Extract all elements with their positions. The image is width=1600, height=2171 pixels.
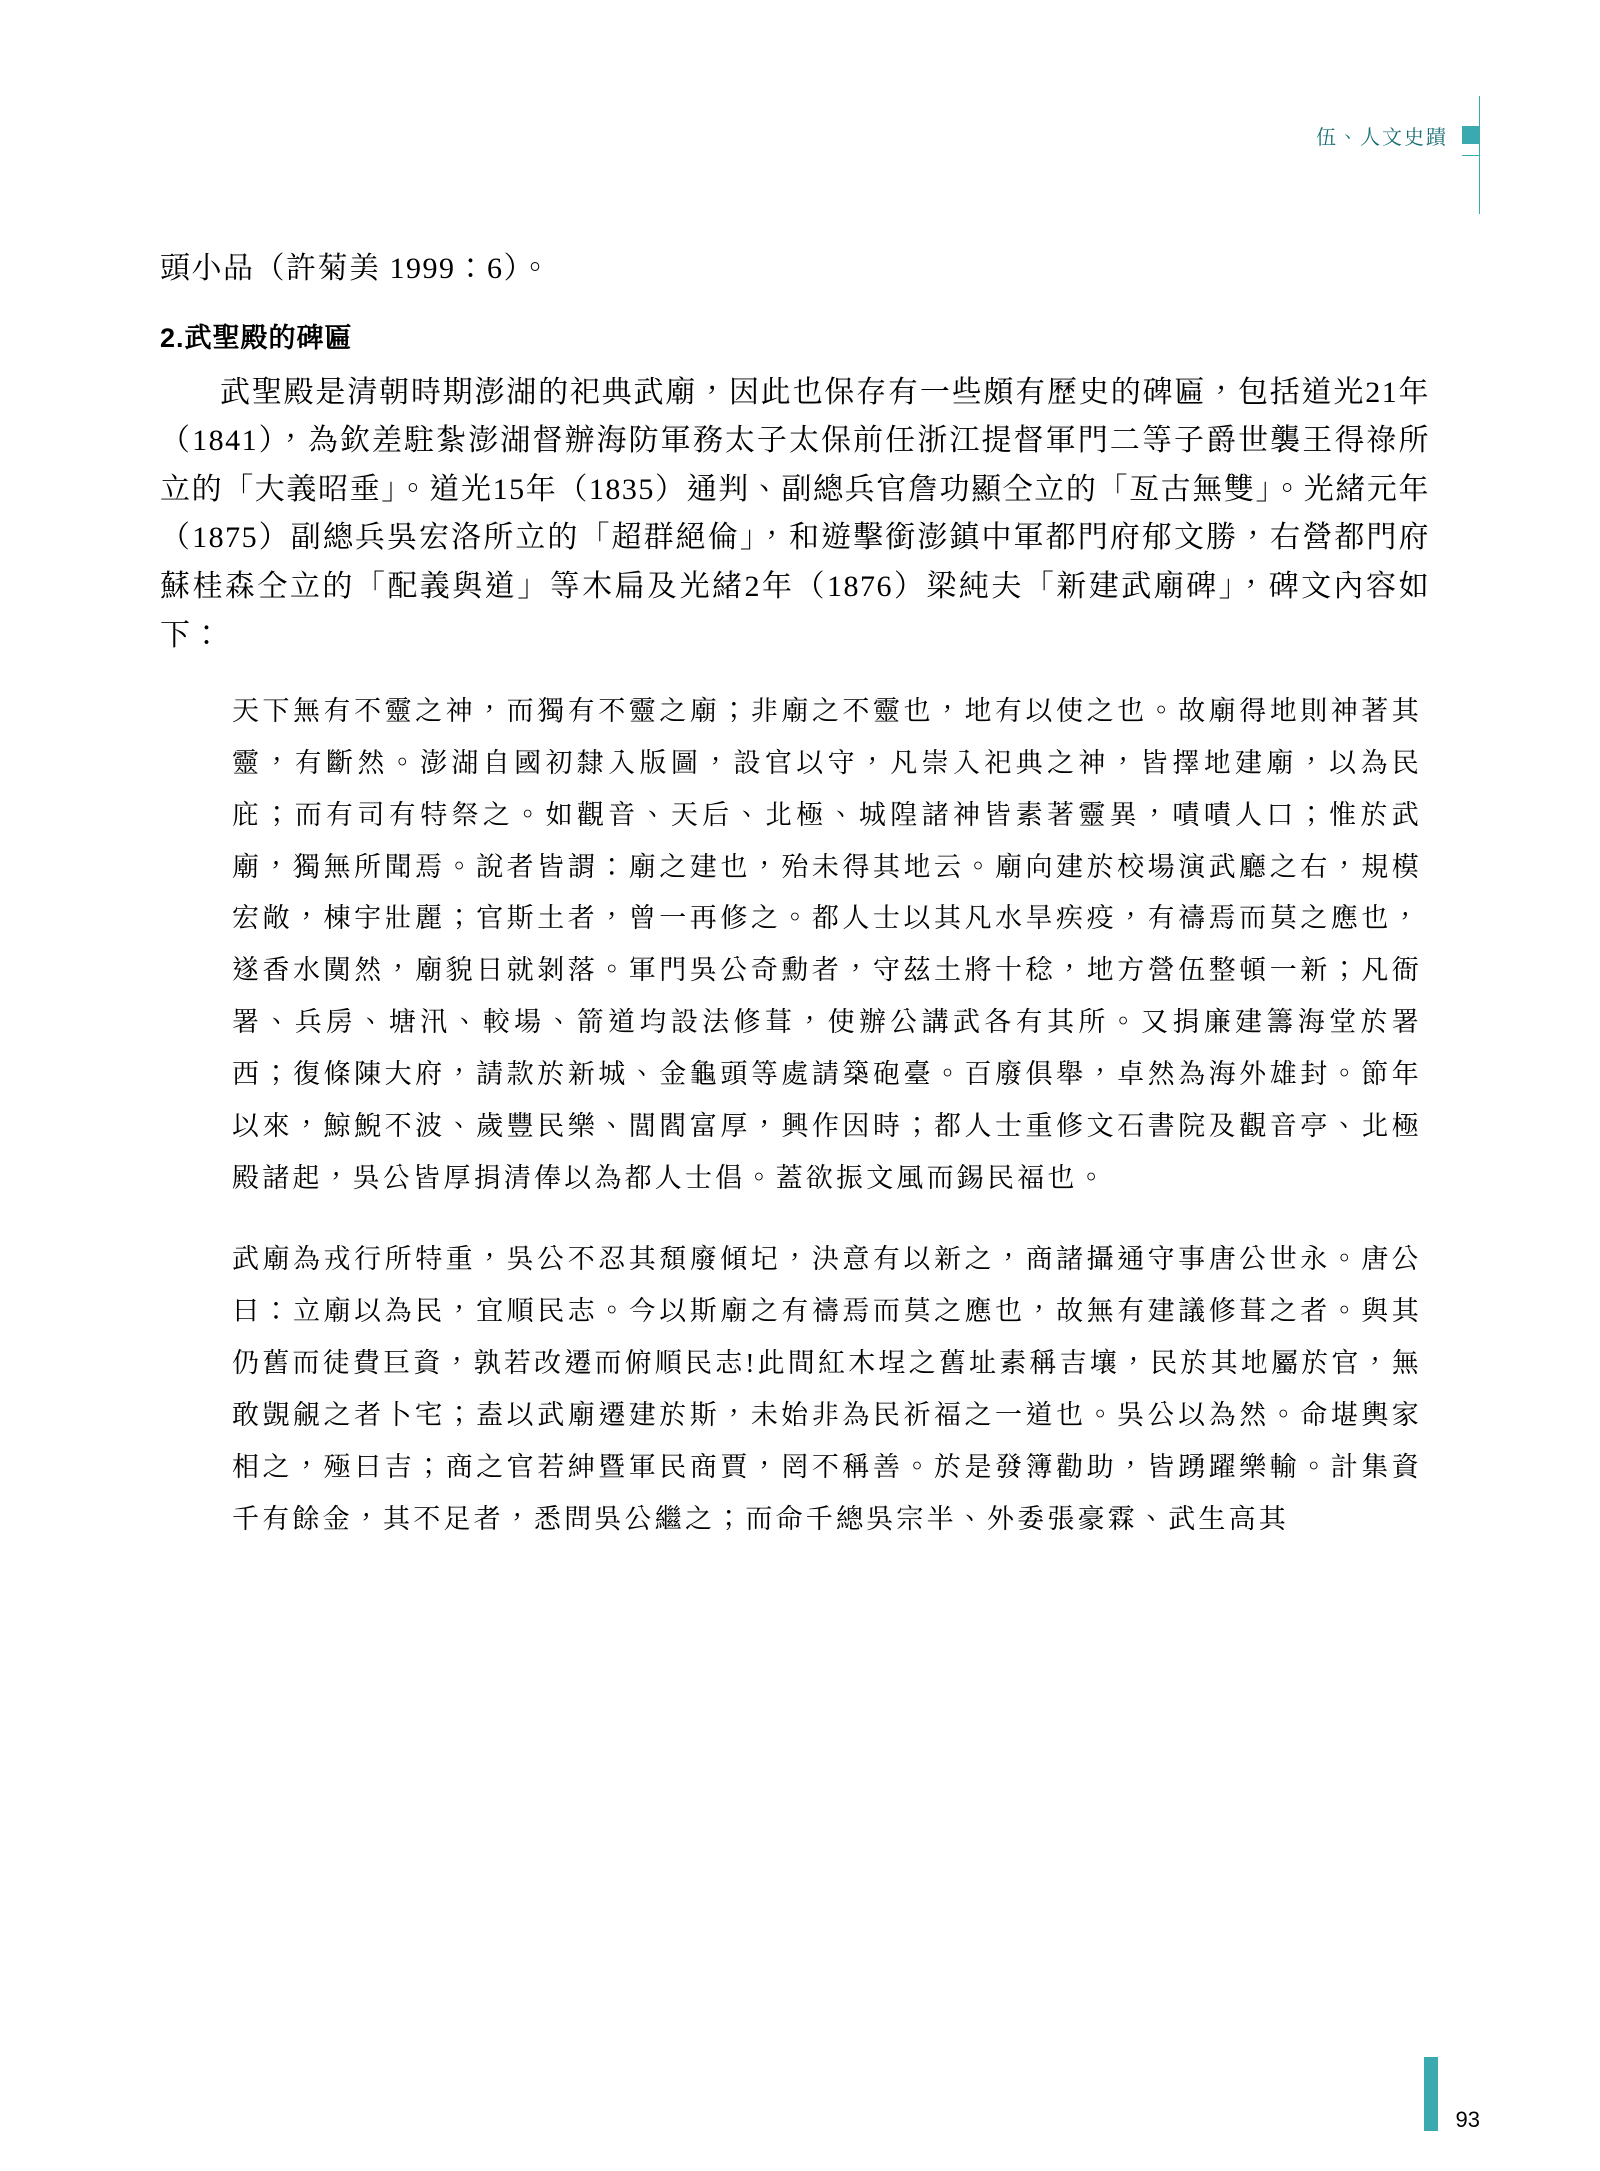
quote-paragraph: 武廟為戎行所特重，吳公不忍其頹廢傾圮，決意有以新之，商諸攝通守事唐公世永。唐公曰：立廟以為民，宜順民志。今以斯廟之有禱焉而莫之應也，故無有建議修葺之者。與其仍舊而徒費巨資，孰若改遷而俯順民志!此間紅木埕之舊址素稱吉壤，民於其地屬於官，無敢覬覦之者卜宅；盍以武廟遷建於斯，未始非為民祈福之一道也。吳公以為然。命堪輿家相之，殛曰吉；商之官若紳暨軍民商賈，罔不稱善。於是發簿勸助，皆踴躍樂輸。計集資千有餘金，其不足者，悉問吳公繼之；而命千總吳宗半、外委張豪霖、武生高其 [232, 1244, 1422, 1534]
quote-paragraph: 天下無有不靈之神，而獨有不靈之廟；非廟之不靈也，地有以使之也。故廟得地則神著其靈，有斷然。澎湖自國初隸入版圖，設官以守，凡崇入祀典之神，皆擇地建廟，以為民庇；而有司有特祭之。如觀音、天后、北極、城隍諸神皆素著靈異，嘖嘖人口；惟於武廟，獨無所聞焉。說者皆謂：廟之建也，殆未得其地云。廟向建於校場演武廳之右，規模宏敞，棟宇壯麗；官斯土者，曾一再修之。都人士以其凡水旱疾疫，有禱焉而莫之應也，遂香水闃然，廟貌日就剝落。軍門吳公奇勳者，守茲土將十稔，地方營伍整頓一新；凡衙署、兵房、塘汛、較場、箭道均設法修葺，使辦公講武各有其所。又捐廉建籌海堂於署西；復條陳大府，請款於新城、金龜頭等處請築砲臺。百廢俱舉，卓然為海外雄封。節年以來，鯨鯢不波、歲豐民樂、閭閻富厚，興作因時；都人士重修文石書院及觀音亭、北極殿諸起，吳公皆厚捐清俸以為都人士倡。蓋欲振文風而錫民福也。 [232, 696, 1422, 1193]
inscription-quote-block [232, 686, 1422, 1545]
section-title: 伍、人文史蹟 [1316, 126, 1448, 149]
page-header [1316, 118, 1480, 152]
header-square-marker-icon [1462, 126, 1480, 144]
footer-bar-icon [1424, 2057, 1438, 2131]
header-horizontal-rule [1462, 155, 1480, 156]
continued-line: 頭小品（許菊美 1999：6）。 [160, 252, 552, 285]
page-footer [1424, 2057, 1480, 2131]
section-subheading: 2.武聖殿的碑匾 [160, 322, 353, 353]
page-content [160, 245, 1430, 1545]
page-number: 93 [1455, 2107, 1480, 2132]
intro-paragraph: 武聖殿是清朝時期澎湖的祀典武廟，因此也保存有一些頗有歷史的碑匾，包括道光21年（1841），為欽差駐紮澎湖督辦海防軍務太子太保前任浙江提督軍門二等子爵世襲王得祿所立的「大義昭垂」。道光15年（1835）通判、副總兵官詹功顯仝立的「亙古無雙」。光緒元年（1875）副總兵吳宏洛所立的「超群絕倫」，和遊擊銜澎鎮中軍都門府郁文勝，右營都門府蘇桂森仝立的「配義與道」等木扁及光緒2年（1876）梁純夫「新建武廟碑」，碑文內容如下： [160, 375, 1430, 652]
